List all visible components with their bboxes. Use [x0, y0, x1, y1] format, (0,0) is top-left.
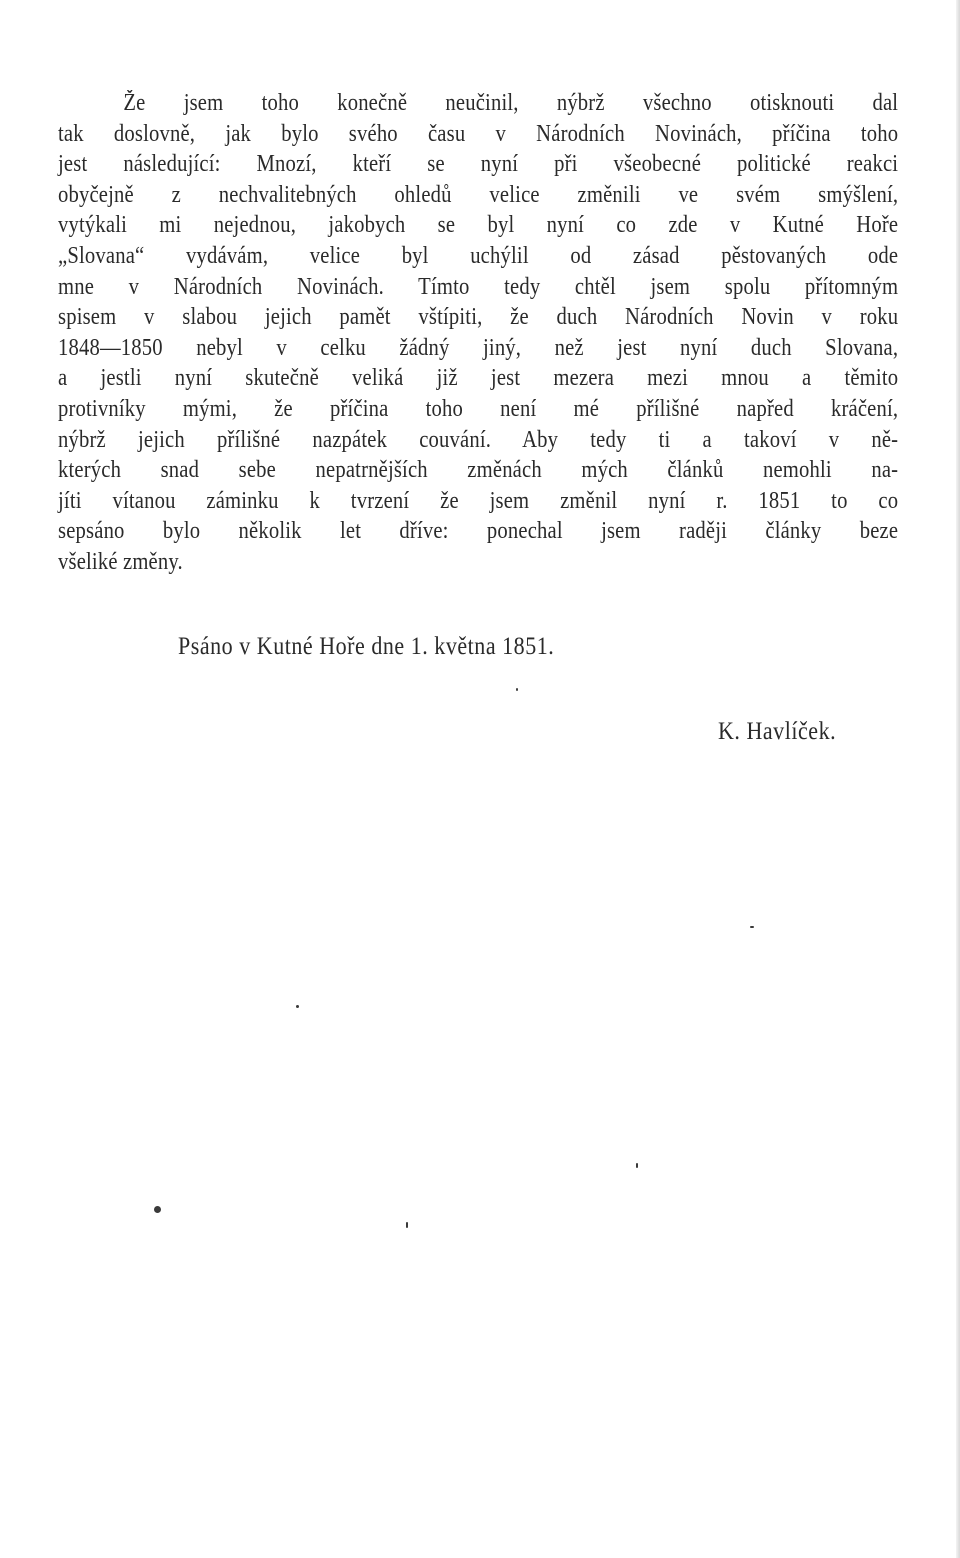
text-line: spisem v slabou jejich pamět vštípiti, že duch Národních Novin v roku — [58, 304, 899, 331]
text-line: a jestli nyní skutečně veliká již jest mezera mezi mnou a těmito — [58, 365, 899, 392]
ink-speck — [154, 1206, 161, 1213]
text-line: jíti vítanou záminku k tvrzení že jsem změnil nyní r. 1851 to co — [58, 487, 899, 514]
text-line: kterých snad sebe nepatrnějších změnách mých článků nemohli na- — [58, 457, 899, 484]
text-line: vytýkali mi nejednou, jakobych se byl nyní co zde v Kutné Hoře — [58, 212, 899, 239]
signature: K. Havlíček. — [718, 718, 837, 745]
ink-speck — [406, 1222, 408, 1228]
text-line: jest následující: Mnozí, kteří se nyní při všeobecné politické reakci — [58, 151, 899, 178]
text-line: nýbrž jejich přílišné nazpátek couvání. Aby tedy ti a takoví v ně- — [58, 426, 899, 453]
text-line: protivníky mými, že příčina toho není mé přílišné napřed kráčení, — [58, 395, 899, 422]
text-line: všeliké změny. — [58, 548, 183, 575]
ink-speck — [516, 688, 518, 691]
text-line: tak doslovně, jak bylo svého času v Národních Novinách, příčina toho — [58, 120, 899, 147]
ink-speck — [636, 1163, 638, 1168]
text-line: obyčejně z nechvalitebných ohledů velice změnili ve svém smýšlení, — [58, 181, 899, 208]
ink-speck — [750, 926, 754, 928]
text-line: sepsáno bylo několik let dříve: ponechal jsem raději články beze — [58, 518, 899, 545]
body-paragraph — [58, 88, 898, 578]
text-line: mne v Národních Novinách. Tímto tedy chtěl jsem spolu přítomným — [58, 273, 899, 300]
text-line: „Slovana“ vydávám, velice byl uchýlil od zásad pěstovaných ode — [58, 242, 899, 269]
text-line: Že jsem toho konečně neučinil, nýbrž všechno otisknouti dal — [123, 90, 899, 116]
text-line: 1848—1850 nebyl v celku žádný jiný, než jest nyní duch Slovana, — [58, 334, 899, 361]
ink-speck — [296, 1005, 299, 1008]
dateline: Psáno v Kutné Hoře dne 1. května 1851. — [178, 633, 555, 660]
page-edge — [956, 0, 960, 1558]
